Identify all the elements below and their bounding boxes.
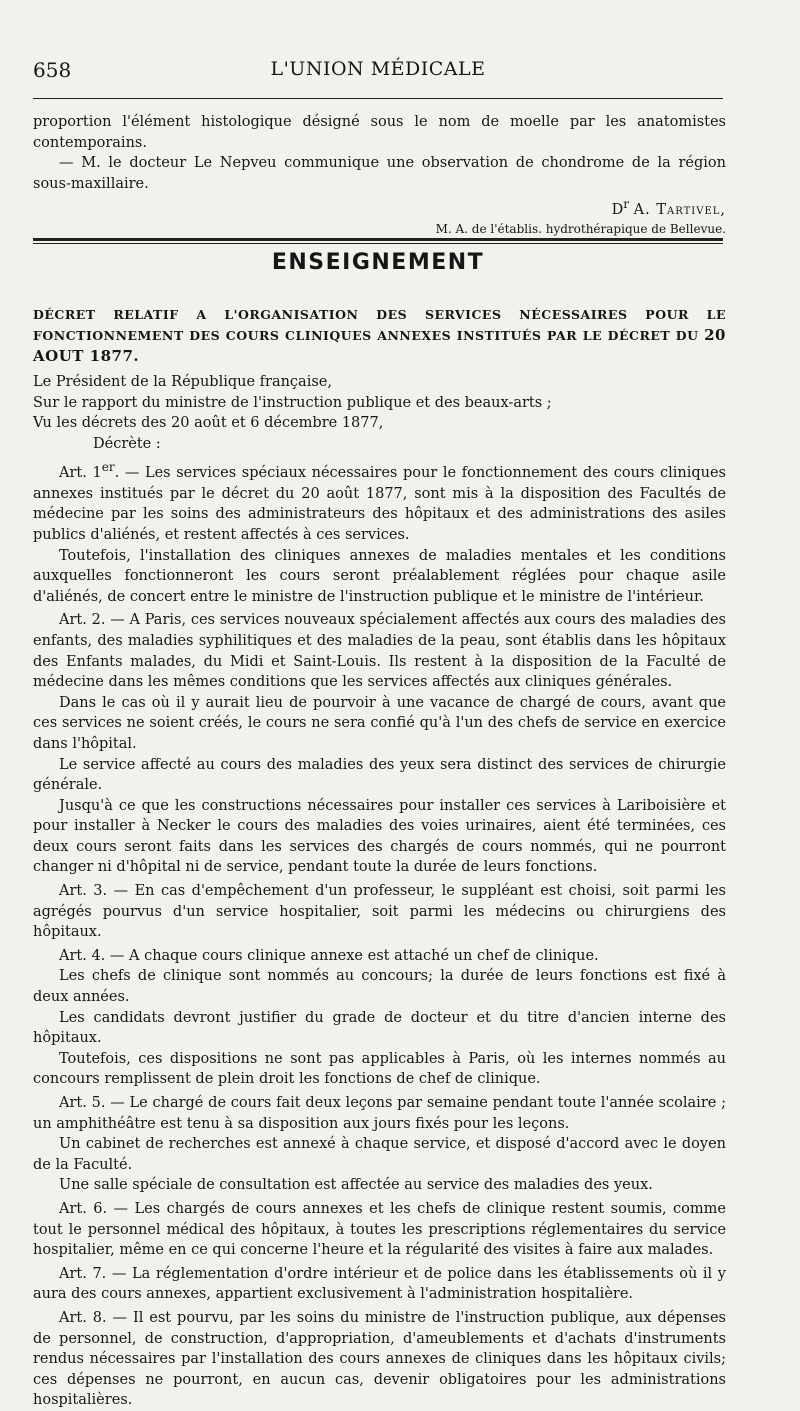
paragraph-candidats: Les candidats devront justifier du grade de docteur et du titre d'ancien interne des hôpitaux. [33, 1009, 726, 1047]
paragraph-cabinet: Un cabinet de recherches est annexé à chaque service, et disposé d'accord avec le doyen de la Faculté. [33, 1136, 726, 1173]
article-1-sup: er [101, 460, 115, 475]
decrete-label: Décrète : [93, 435, 161, 452]
intro-continuation: proportion l'élément histologique désigné sous le nom de moelle par les anatomistes contemporains. [33, 114, 726, 151]
intro-block [33, 112, 726, 238]
article-3: Art. 3. — En cas d'empêchement d'un professeur, le suppléant est choisi, soit parmi les agrégés pourvus d'un service hospitalier, soit parmi les médecins ou chirurgiens des hôpitaux. [33, 883, 726, 941]
decree-title-text: DÉCRET RELATIF A L'ORGANISATION DES SERVICES NÉCESSAIRES POUR LE FONCTIONNEMENT DES COURS CLINIQUES ANNEXES INSTITUÉS PAR LE DÉCRET DU [33, 307, 726, 343]
article-2: Art. 2. — A Paris, ces services nouveaux spécialement affectés aux cours des maladies des enfants, des maladies syphilitiques et des maladies de la peau, sont établis dans les hôpitaux des Enfants malades, du Midi et Saint-Louis. Ils restent à la disposition de la Faculté de médecine dans les mêmes conditions que les services affectés aux cliniques générales. [33, 612, 726, 691]
article-1-label: Art. 1 [59, 465, 102, 482]
signature-name: A. Tartivel, [633, 201, 726, 218]
article-7: Art. 7. — La réglementation d'ordre intérieur et de police dans les établissements où il y aura des cours annexes, appartient exclusivement à l'administration hospitalière. [33, 1265, 726, 1303]
decree-body [33, 372, 726, 1411]
preamble-president: Le Président de la République française, [33, 374, 332, 390]
preamble-rapport: Sur le rapport du ministre de l'instruction publique et des beaux-arts ; [33, 394, 552, 411]
section-rule-top [33, 238, 723, 241]
running-head: L'UNION MÉDICALE [270, 58, 486, 80]
paragraph-toutefois-1: Toutefois, l'installation des cliniques annexes de maladies mentales et les conditions auxquelles fonctionneront les cours seront préalablement réglées pour chaque asile d'aliénés, de concert entre le ministre de l'instruction publique et le ministre de l'intérieur. [33, 547, 726, 605]
header-rule [33, 98, 723, 99]
article-8: Art. 8. — Il est pourvu, par les soins du ministre de l'instruction publique, aux dépenses de personnel, de construction, d'appropriation, d'ameublements et d'achats d'instruments rendus nécessaires par l'installation des cours annexes de cliniques dans les hôpitaux civils; ces dépenses ne pourront, en aucun cas, devenir obligatoires pour les administrations hospitalières. [33, 1309, 726, 1409]
article-1-text: . — Les services spéciaux nécessaires pour le fonctionnement des cours cliniques annexes institués par le décret du 20 août 1877, sont mis à la disposition des Facultés de médecine par les soins des administrateurs des hôpitaux et des administrations des asiles publics d'aliénés, et restent affectés à ces services. [33, 465, 726, 543]
paragraph-constructions: Jusqu'à ce que les constructions nécessaires pour installer ces services à Lariboisière et pour installer à Necker le cours des maladies des voies urinaires, aient été terminées, ces deux cours seront faits dans les services des chargés de cours nommés, qui ne pourront changer ni d'hôpital ni de service, pendant toute la durée de leurs fonctions. [33, 797, 726, 876]
article-6: Art. 6. — Les chargés de cours annexes et les chefs de clinique restent soumis, comme tout le personnel médical des hôpitaux, à toutes les prescriptions réglementaires du service hospitalier, même en ce qui concerne l'heure et la régularité des visites à faire aux malades. [33, 1200, 726, 1259]
author-signature [33, 194, 726, 220]
paragraph-service-yeux: Le service affecté au cours des maladies des yeux sera distinct des services de chirurgie générale. [33, 756, 726, 794]
section-rule-bottom [33, 243, 723, 244]
article-4: Art. 4. — A chaque cours clinique annexe est attaché un chef de clinique. [59, 947, 599, 964]
decree-title-date: 20 AOUT 1877. [33, 326, 726, 365]
page-number: 658 [33, 58, 72, 82]
preamble-vu: Vu les décrets des 20 août et 6 décembre 1877, [33, 415, 384, 432]
page-header [33, 58, 723, 90]
paragraph-chefs: Les chefs de clinique sont nommés au concours; la durée de leurs fonctions est fixé à deux années. [33, 968, 726, 1006]
paragraph-salle: Une salle spéciale de consultation est affectée au service des maladies des yeux. [59, 1177, 653, 1194]
paragraph-toutefois-2: Toutefois, ces dispositions ne sont pas applicables à Paris, où les internes nommés au concours remplissent de plein droit les fonctions de chef de clinique. [33, 1050, 726, 1088]
decree-title [33, 304, 726, 367]
article-5: Art. 5. — Le chargé de cours fait deux leçons par semaine pendant toute l'année scolaire ; un amphithéâtre est tenu à sa disposition aux jours fixés pour les leçons. [33, 1095, 726, 1132]
article-1 [33, 457, 726, 545]
intro-paragraph: — M. le docteur Le Nepveu communique une observation de chondrome de la région sous-maxillaire. [33, 155, 726, 192]
signature-sup: r [623, 197, 630, 211]
author-affiliation: M. A. de l'établis. hydrothérapique de Bellevue. [435, 222, 726, 237]
signature-prefix: D [611, 201, 624, 218]
paragraph-vacance: Dans le cas où il y aurait lieu de pourvoir à une vacance de chargé de cours, avant que ces services ne soient créés, le cours ne sera confié qu'à l'un des chefs de service en exercice dans l'hôpital. [33, 694, 726, 752]
section-title: ENSEIGNEMENT [271, 250, 485, 275]
